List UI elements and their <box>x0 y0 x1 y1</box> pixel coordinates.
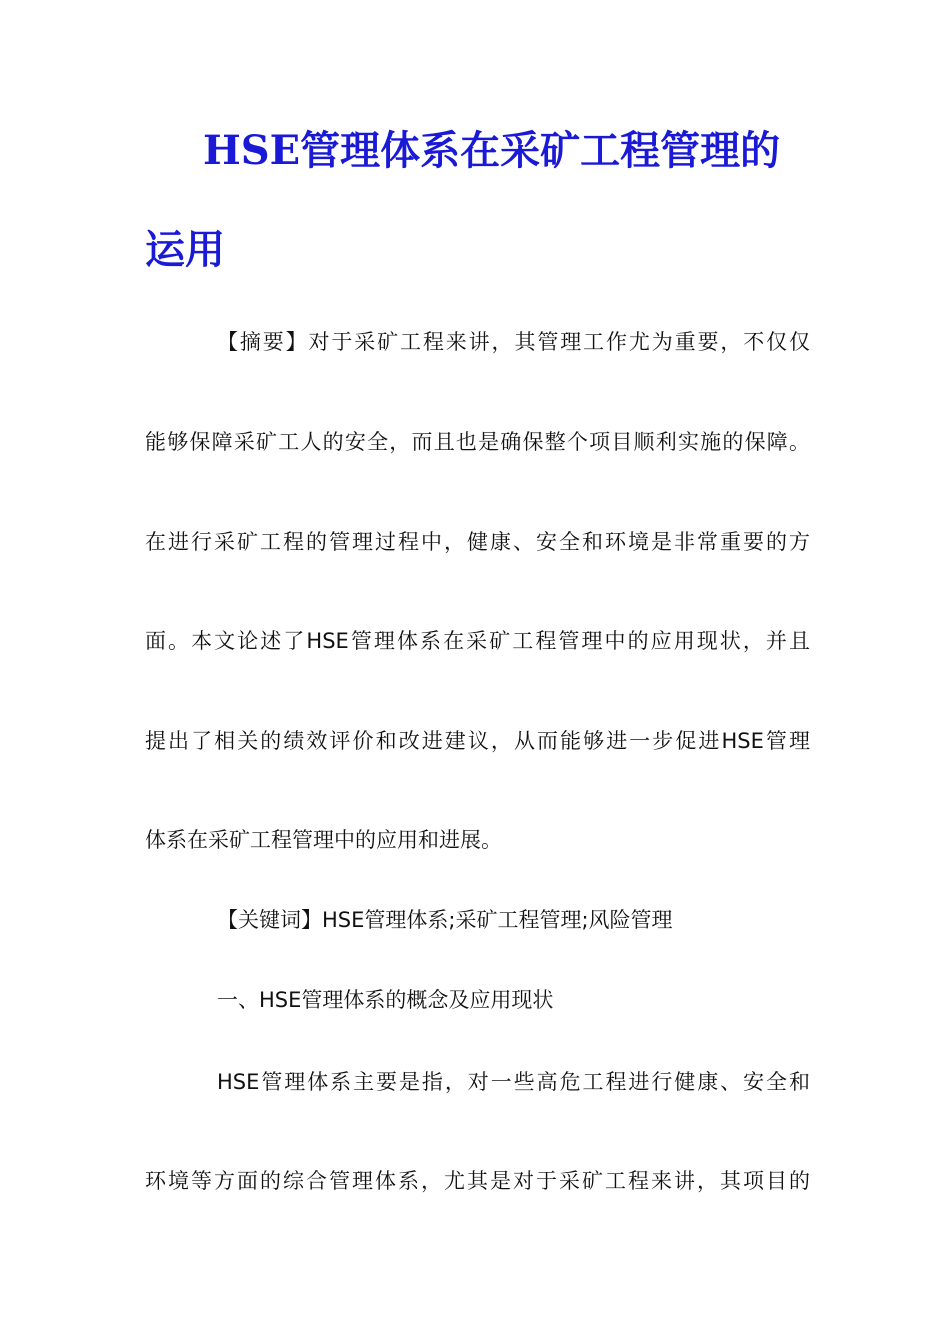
section-heading: 一、HSE管理体系的概念及应用现状 <box>217 988 554 1012</box>
abstract-line: 能够保障采矿工人的安全，而且也是确保整个项目顺利实施的保障。 <box>145 430 810 454</box>
document-title-line-1: HSE管理体系在采矿工程管理的 <box>203 127 781 174</box>
abstract-line: 【摘要】对于采矿工程来讲，其管理工作尤为重要，不仅仅 <box>217 330 810 354</box>
body-line: HSE管理体系主要是指，对一些高危工程进行健康、安全和 <box>217 1070 810 1094</box>
body-line: 环境等方面的综合管理体系，尤其是对于采矿工程来讲，其项目的 <box>145 1169 810 1193</box>
document-title-line-2: 运用 <box>145 226 225 273</box>
abstract-line: 在进行采矿工程的管理过程中，健康、安全和环境是非常重要的方 <box>145 530 810 554</box>
abstract-line: 体系在采矿工程管理中的应用和进展。 <box>145 828 502 852</box>
abstract-line: 面。本文论述了HSE管理体系在采矿工程管理中的应用现状，并且 <box>145 629 810 653</box>
abstract-line: 提出了相关的绩效评价和改进建议，从而能够进一步促进HSE管理 <box>145 729 810 753</box>
keywords-line: 【关键词】HSE管理体系;采矿工程管理;风险管理 <box>217 908 673 932</box>
